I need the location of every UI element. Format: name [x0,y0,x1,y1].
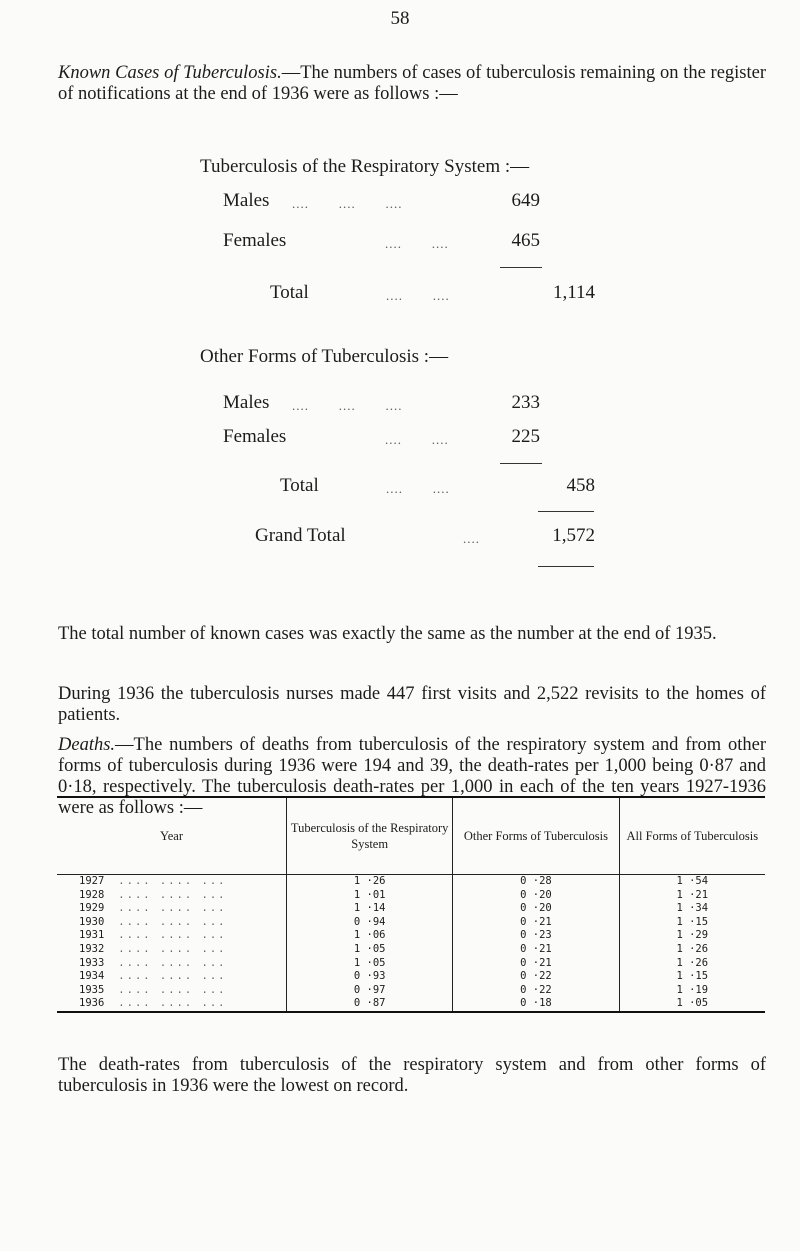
leader-dots: .... .... .... [292,398,403,413]
all-rate-cell: 1 ·54 [619,875,765,889]
year-cell: 1929 .... .... ... [79,902,227,915]
known-cases-paragraph [58,63,766,105]
leader-dots: .... .... [385,432,449,447]
other-rate-cell: 0 ·20 [453,889,619,903]
header-respiratory: Tuberculosis of the Respiratory System [287,797,453,875]
header-all-forms: All Forms of Tuberculosis [619,797,765,875]
respiratory-rate-cell: 1 ·26 [287,875,453,889]
table-row [57,929,765,943]
subtotal-rule [500,463,542,464]
respiratory-rate-cell: 1 ·05 [287,957,453,971]
respiratory-rate-cell: 0 ·93 [287,970,453,984]
other-males-label: Males [223,392,270,413]
respiratory-rate-cell: 1 ·06 [287,929,453,943]
other-rate-cell: 0 ·22 [453,984,619,998]
other-rate-cell: 0 ·18 [453,997,619,1012]
year-cell: 1936 .... .... ... [57,997,287,1012]
grand-total-label: Grand Total [255,525,346,546]
table-row [57,984,765,998]
other-rate-cell: 0 ·21 [453,943,619,957]
table-row [57,875,765,889]
respiratory-total-value: 1,114 [552,282,595,303]
all-rate-cell: 1 ·34 [619,902,765,916]
all-rate-cell: 1 ·29 [619,929,765,943]
closing-paragraph: The death-rates from tuberculosis of the respiratory system and from other forms of tuberculosis in 1936 were the lowest on record. [58,1055,766,1096]
other-forms-heading: Other Forms of Tuberculosis :— [200,346,449,367]
year-cell: 1932 .... .... ... [79,942,227,955]
year-cell: 1928 .... .... ... [79,888,227,901]
respiratory-males-label: Males [223,190,270,211]
year-cell: 1927 .... .... ... [79,875,227,887]
deaths-heading: Deaths. [58,735,116,755]
header-other-forms: Other Forms of Tuberculosis [453,797,619,875]
other-rate-cell: 0 ·22 [453,970,619,984]
death-rates-table [57,796,765,1013]
all-rate-cell: 1 ·26 [619,957,765,971]
respiratory-rate-cell: 0 ·87 [287,997,453,1012]
respiratory-males-value: 649 [511,190,540,211]
all-rate-cell: 1 ·26 [619,943,765,957]
header-year: Year [159,829,184,843]
page-number: 58 [390,8,410,29]
leader-dots: .... .... .... [292,196,403,211]
leader-dots: .... .... [386,288,450,303]
table-row [57,970,765,984]
table-row [57,957,765,971]
other-females-value: 225 [511,426,540,447]
leader-dots: .... .... [385,236,449,251]
respiratory-females-value: 465 [511,230,540,251]
grand-total-double-rule [538,566,594,567]
leader-dots: .... .... [386,481,450,496]
leader-dots: .... [463,531,480,546]
grand-total-value: 1,572 [552,525,595,546]
respiratory-females-label: Females [223,230,287,251]
all-rate-cell: 1 ·21 [619,889,765,903]
respiratory-total-label: Total [270,282,309,303]
all-rate-cell: 1 ·05 [619,997,765,1012]
other-rate-cell: 0 ·21 [453,916,619,930]
respiratory-rate-cell: 1 ·14 [287,902,453,916]
other-rate-cell: 0 ·23 [453,929,619,943]
year-cell: 1931 .... .... ... [79,929,227,942]
respiratory-rate-cell: 1 ·05 [287,943,453,957]
all-rate-cell: 1 ·15 [619,916,765,930]
table-row [57,889,765,903]
table-row [57,943,765,957]
other-rate-cell: 0 ·20 [453,902,619,916]
year-cell: 1935 .... .... ... [79,983,227,996]
table-row [57,997,765,1012]
table-row [57,916,765,930]
other-total-label: Total [280,475,319,496]
all-rate-cell: 1 ·15 [619,970,765,984]
year-cell: 1934 .... .... ... [79,970,227,983]
other-rate-cell: 0 ·28 [453,875,619,889]
known-cases-text: —The numbers of cases of tuberculosis remaining on the register of notifications at the end of 1936 were as follows :— [58,63,767,104]
grand-total-rule [538,511,594,512]
other-rate-cell: 0 ·21 [453,957,619,971]
other-total-value: 458 [566,475,595,496]
all-rate-cell: 1 ·19 [619,984,765,998]
nurse-visits-paragraph: During 1936 the tuberculosis nurses made 447 first visits and 2,522 revisits to the homes of patients. [58,684,766,725]
respiratory-rate-cell: 0 ·94 [287,916,453,930]
known-cases-heading: Known Cases of Tuberculosis. [58,63,282,83]
other-males-value: 233 [511,392,540,413]
same-as-1935-paragraph: The total number of known cases was exactly the same as the number at the end of 1935. [58,624,717,644]
subtotal-rule [500,267,542,268]
deaths-text: —The numbers of deaths from tuberculosis of the respiratory system and from other forms of tuberculosis during 1936 were 194 and 39, the death-rates per 1,000 being 0·87 and 0·18, respectively. The tuberculosis death-rates per 1,000 in each of the ten years 1927-1936 were as follows :— [58,735,766,818]
table-header-row [57,797,765,875]
other-females-label: Females [223,426,287,447]
year-cell: 1933 .... .... ... [79,956,227,969]
respiratory-rate-cell: 0 ·97 [287,984,453,998]
respiratory-rate-cell: 1 ·01 [287,889,453,903]
year-cell: 1930 .... .... ... [79,915,227,928]
respiratory-heading: Tuberculosis of the Respiratory System :— [200,156,530,177]
table-row [57,902,765,916]
